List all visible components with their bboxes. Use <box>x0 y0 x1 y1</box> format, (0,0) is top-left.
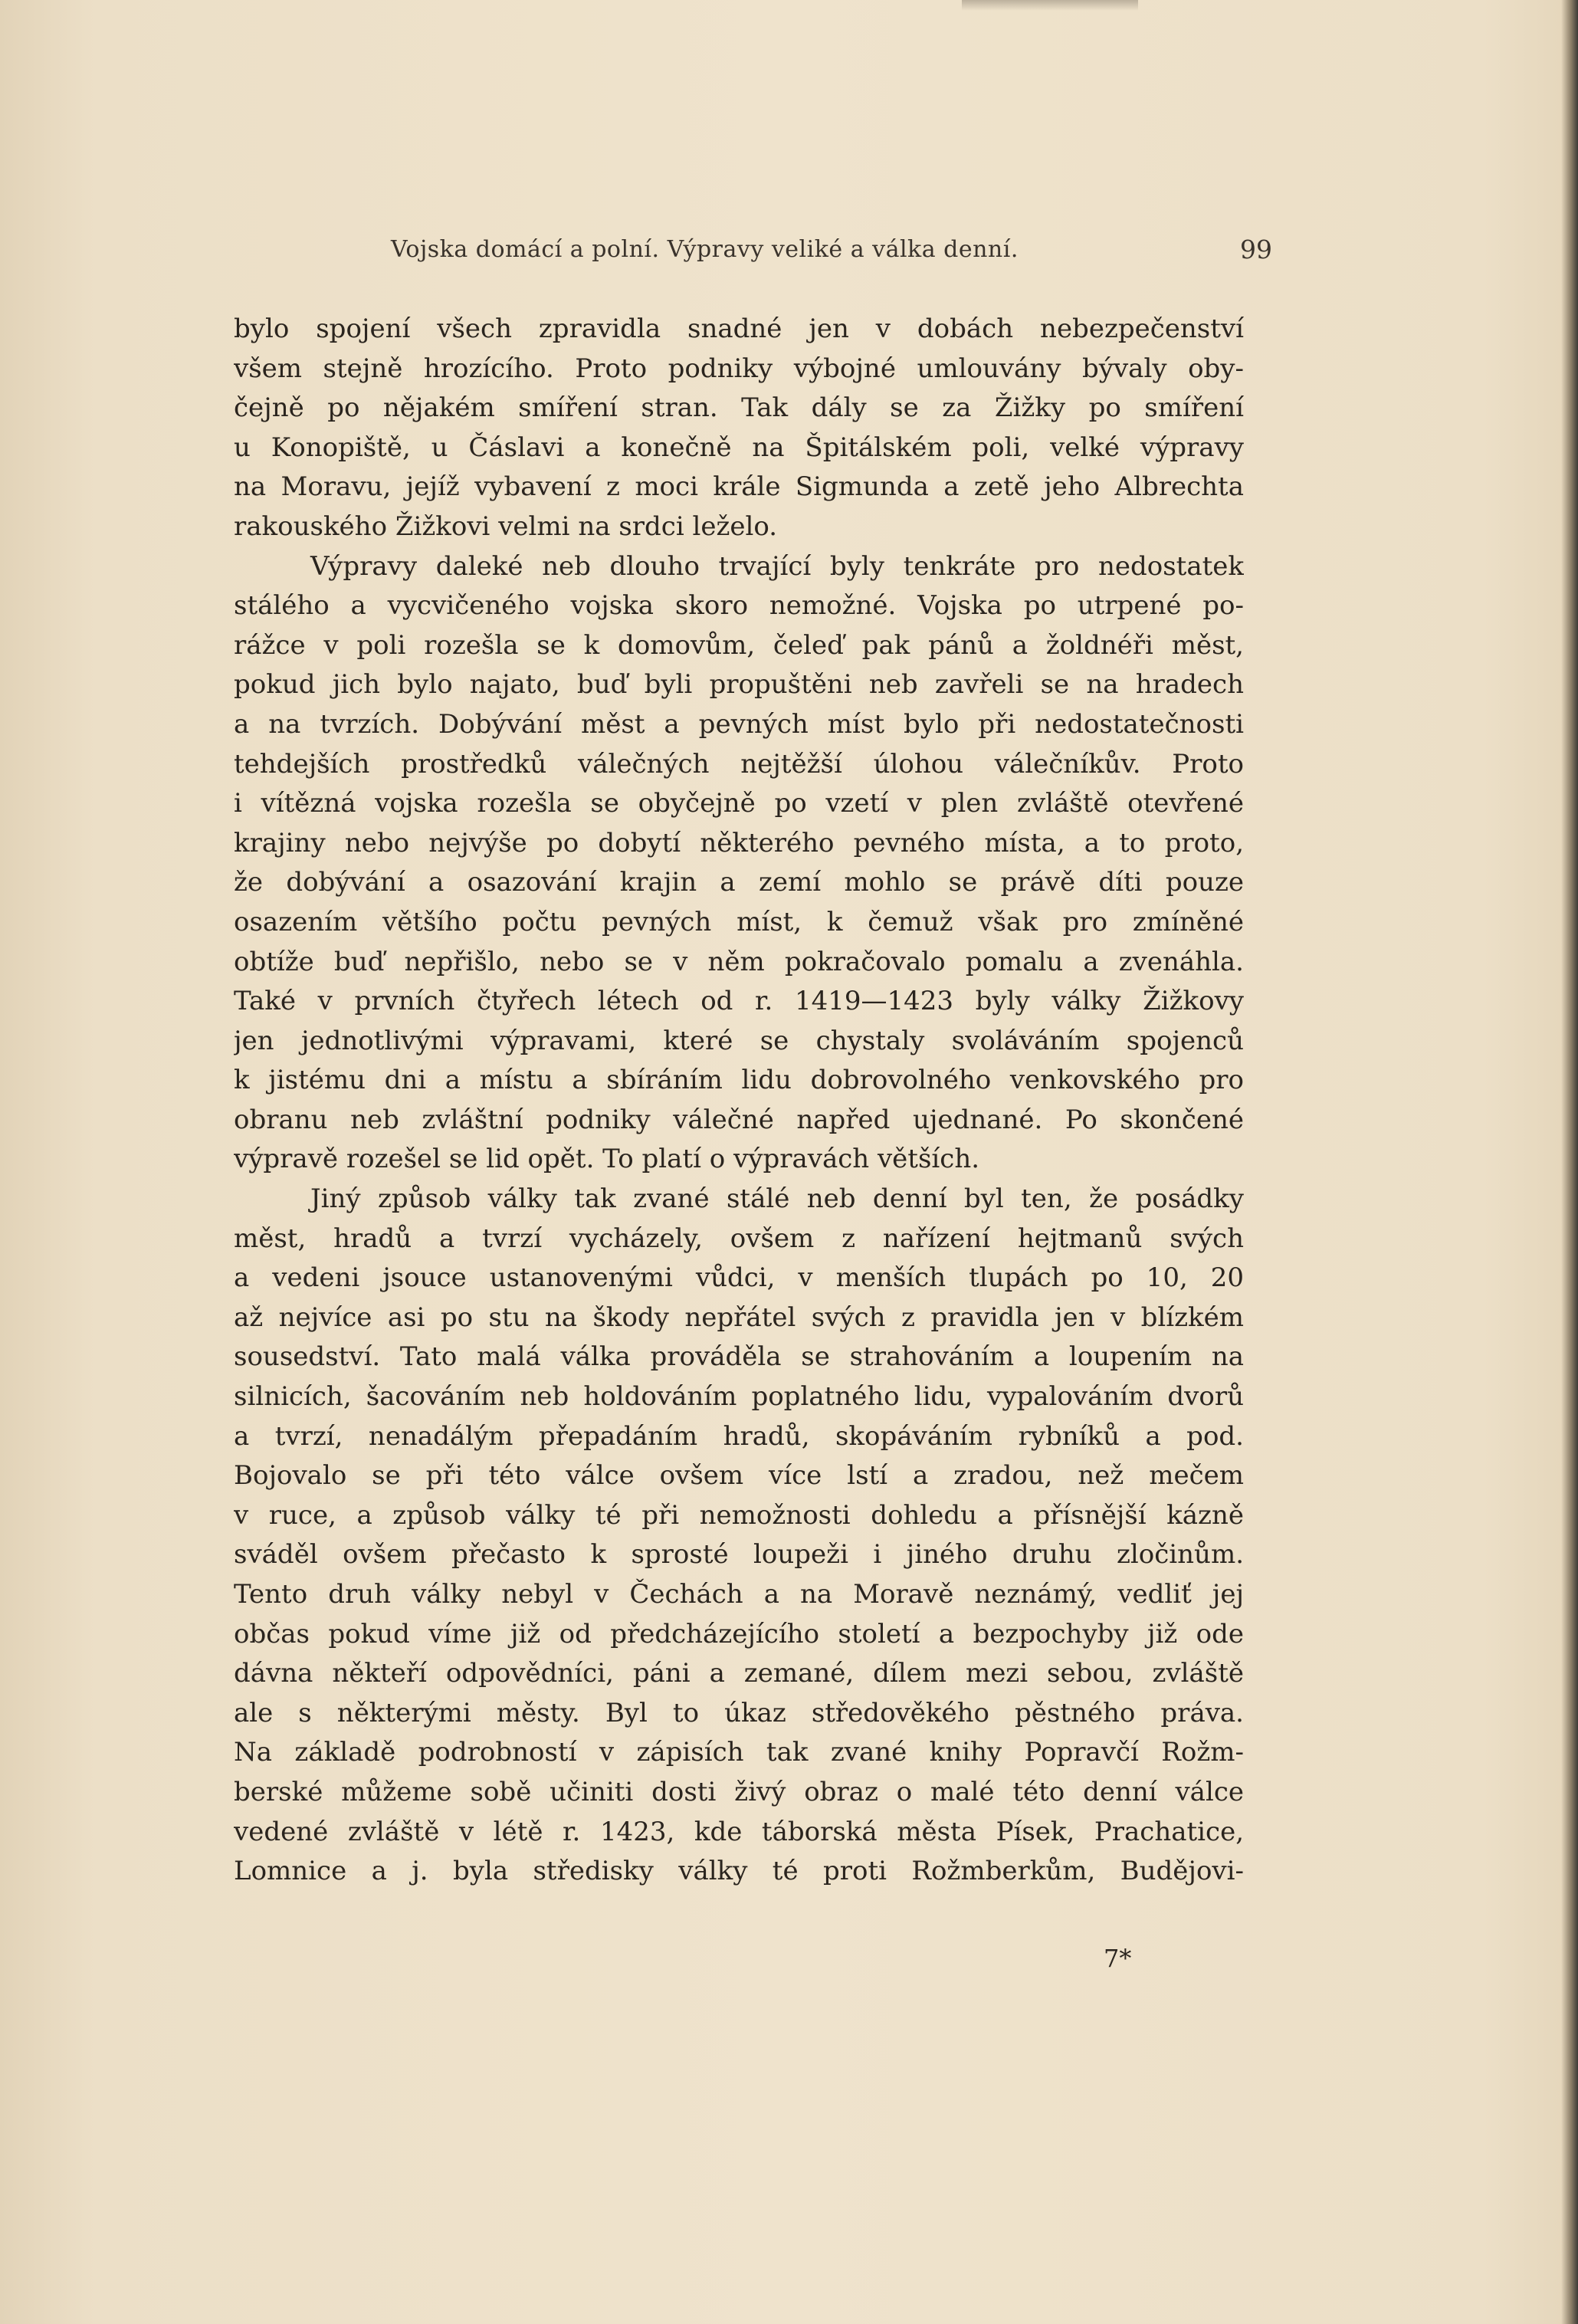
text-line: na Moravu, jejíž vybavení z moci krále Sigmunda a zetě jeho Albrechta <box>234 471 1244 503</box>
text-line: krajiny nebo nejvýše po dobytí některého pevného místa, a to proto, <box>234 827 1244 858</box>
text-line: stálého a vycvičeného vojska skoro nemožné. Vojska po utrpené po- <box>234 590 1244 622</box>
text-line: Bojovalo se při této válce ovšem více lstí a zradou, než mečem <box>234 1460 1244 1492</box>
text-line: vedené zvláště v létě r. 1423, kde táborská města Písek, Prachatice, <box>234 1816 1244 1847</box>
text-line: ale s některými městy. Byl to úkaz středověkého pěstného práva. <box>234 1697 1244 1728</box>
text-line: u Konopiště, u Čáslavi a konečně na Špitálském poli, velké výpravy <box>234 432 1244 463</box>
text-line: tehdejších prostředků válečných nejtěžší úlohou válečníkův. Proto <box>234 748 1244 780</box>
text-line: a vedeni jsouce ustanovenými vůdci, v menších tlupách po 10, 20 <box>234 1262 1244 1294</box>
text-line: v ruce, a způsob války té při nemožnosti dohledu a přísnější kázně <box>234 1499 1244 1531</box>
text-line: a tvrzí, nenadálým přepadáním hradů, skopáváním rybníků a pod. <box>234 1420 1244 1452</box>
text-line: silnicích, šacováním neb holdováním poplatného lidu, vypalováním dvorů <box>234 1381 1244 1413</box>
page-binding-shadow <box>1561 0 1578 2324</box>
signature-mark: 7* <box>1104 1944 1132 1973</box>
text-line: i vítězná vojska rozešla se obyčejně po vzetí v plen zvláště otevřené <box>234 788 1244 819</box>
text-line: Také v prvních čtyřech létech od r. 1419—1423 byly války Žižkovy <box>234 986 1244 1017</box>
text-line: sousedství. Tato malá válka prováděla se strahováním a loupením na <box>234 1341 1244 1373</box>
text-line: k jistému dni a místu a sbíráním lidu dobrovolného venkovského pro <box>234 1065 1244 1096</box>
page-header <box>391 236 1272 274</box>
text-line: dávna někteří odpovědníci, páni a zemané, dílem mezi sebou, zvláště <box>234 1658 1244 1689</box>
text-line: rakouského Žižkovi velmi na srdci leželo. <box>234 510 778 542</box>
text-line: obranu neb zvláštní podniky válečné napřed ujednané. Po skončené <box>234 1104 1244 1135</box>
text-line: Lomnice a j. byla středisky války té proti Rožmberkům, Budějovi- <box>234 1856 1244 1887</box>
page-edge-mark <box>962 0 1138 11</box>
text-line: sváděl ovšem přečasto k sprosté loupeži i jiného druhu zločinům. <box>234 1539 1244 1571</box>
text-line: Tento druh války nebyl v Čechách a na Moravě neznámý, vedliť jej <box>234 1579 1244 1610</box>
text-line: všem stejně hrozícího. Proto podniky výbojné umlouvány bývaly oby- <box>234 353 1244 384</box>
text-line: pokud jich bylo najato, buď byli propuštěni neb zavřeli se na hradech <box>234 669 1244 701</box>
text-line: výpravě rozešel se lid opět. To platí o výpravách větších. <box>234 1144 980 1175</box>
text-line: občas pokud víme již od předcházejícího století a bezpochyby již ode <box>234 1618 1244 1649</box>
text-line: jen jednotlivými výpravami, které se chystaly svoláváním spojenců <box>234 1025 1244 1056</box>
paragraph-first-line: Výpravy daleké neb dlouho trvající byly tenkráte pro nedostatek <box>310 550 1244 582</box>
running-head: Vojska domácí a polní. Výpravy veliké a válka denní. <box>391 236 1019 263</box>
text-line: čejně po nějakém smíření stran. Tak dály se za Žižky po smíření <box>234 392 1244 424</box>
text-line: osazením většího počtu pevných míst, k čemuž však pro zmíněné <box>234 906 1244 937</box>
text-line: bylo spojení všech zpravidla snadné jen v dobách nebezpečenství <box>234 313 1244 344</box>
text-line: rážce v poli rozešla se k domovům, čeleď pak pánů a žoldnéři měst, <box>234 629 1244 661</box>
text-line: Na základě podrobností v zápisích tak zvané knihy Popravčí Rožm- <box>234 1737 1244 1768</box>
body-text <box>234 310 1244 1892</box>
page-number: 99 <box>1240 235 1272 264</box>
text-line: měst, hradů a tvrzí vycházely, ovšem z nařízení hejtmanů svých <box>234 1223 1244 1254</box>
text-line: berské můžeme sobě učiniti dosti živý obraz o malé této denní válce <box>234 1776 1244 1807</box>
text-line: že dobývání a osazování krajin a zemí mohlo se právě díti pouze <box>234 867 1244 898</box>
text-line: obtíže buď nepřišlo, nebo se v něm pokračovalo pomalu a zvenáhla. <box>234 946 1244 977</box>
paragraph-first-line: Jiný způsob války tak zvané stálé neb denní byl ten, že posádky <box>310 1183 1244 1215</box>
text-line: a na tvrzích. Dobývání měst a pevných míst bylo při nedostatečnosti <box>234 708 1244 740</box>
text-line: až nejvíce asi po stu na škody nepřátel svých z pravidla jen v blízkém <box>234 1302 1244 1333</box>
